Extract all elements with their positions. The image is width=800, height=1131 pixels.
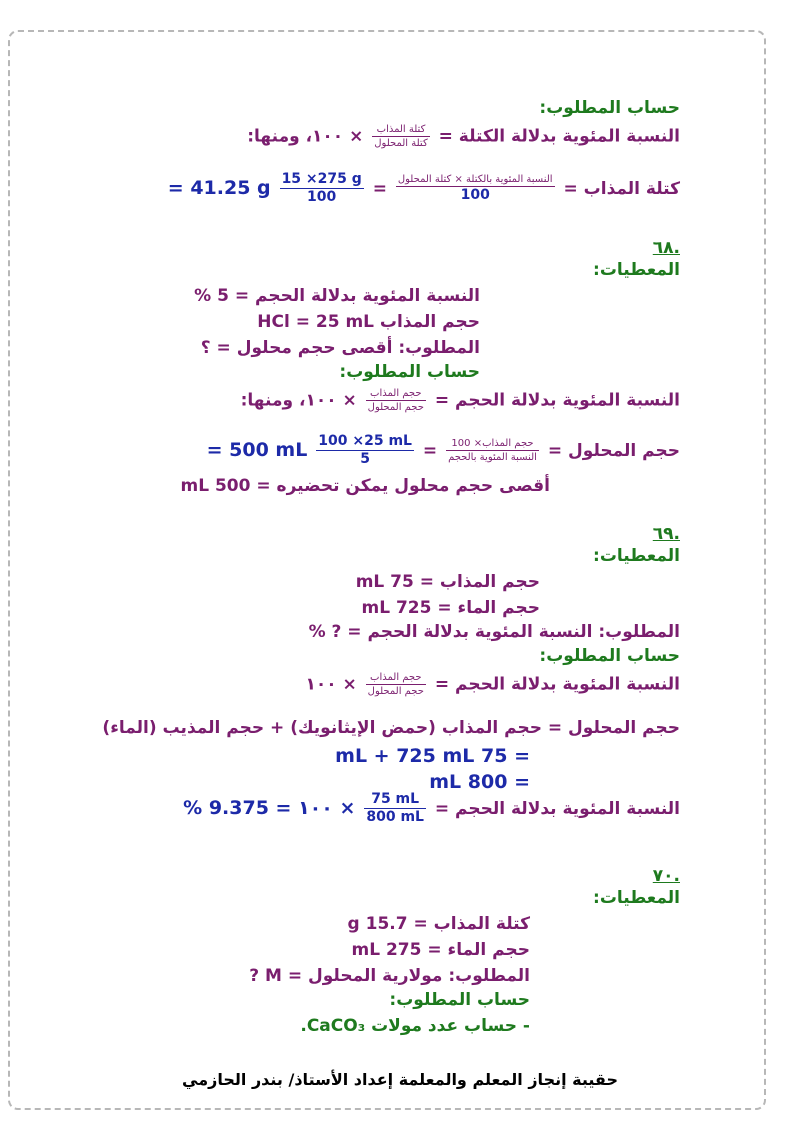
p69-vol-percent-fraction: $\frac{\text{حجم المذاب}}{\text{حجم المحلول}}$ xyxy=(367,672,424,697)
p68-sv-fraction-2: $\frac{100 \times 25 mL}{5}$ xyxy=(318,433,412,468)
p68-given-2: حجم المذاب HCl = 25 mL xyxy=(257,312,480,332)
problem-69-number: .٦٩ xyxy=(652,524,680,544)
p70-step-1: - حساب عدد مولات CaCO₃. xyxy=(300,1016,530,1036)
p68-max-volume: أقصى حجم محلول يمكن تحضيره = 500 mL xyxy=(180,476,550,496)
p70-given-1: كتلة المذاب = 15.7 g xyxy=(347,914,530,934)
solute-mass-formula: كتلة المذاب = $\frac{\text{النسبة المئوية بالكتلة × كتلة المحلول}}{100}$ = $\frac{15 \times 275 g}{100}$ = 41.25 g xyxy=(167,171,680,206)
p70-required: المطلوب: مولارية المحلول = M ? xyxy=(249,966,530,986)
p68-vol-percent-tail: × ١٠٠، ومنها: xyxy=(240,390,357,411)
mass-percent-label: النسبة المئوية بدلالة الكتلة = xyxy=(438,126,680,147)
p68-required: المطلوب: أقصى حجم محلول = ؟ xyxy=(200,338,480,358)
solute-mass-label: كتلة المذاب = xyxy=(563,178,680,199)
p69-given-2: حجم الماء = 725 mL xyxy=(361,598,540,618)
p68-sv-result: = 500 mL xyxy=(206,438,308,461)
p69-sum-line: حجم المحلول = حجم المذاب (حمض الإيثانويك) + حجم المذيب (الماء) xyxy=(102,718,680,738)
p69-sum-value-2: = 800 mL xyxy=(429,771,530,793)
p68-vol-percent-fraction: $\frac{\text{حجم المذاب}}{\text{حجم المحلول}}$ xyxy=(367,388,424,413)
p69-final-tail: × ١٠٠ = 9.375 % xyxy=(183,796,356,819)
p69-final-fraction: $\frac{75 mL}{800 mL}$ xyxy=(366,791,424,826)
p69-vol-percent-label: النسبة المئوية بدلالة الحجم = xyxy=(434,674,680,695)
p68-sv-fraction-1: $\frac{\text{حجم المذاب× 100}}{\text{النسبة المئوية بالحجم}}$ xyxy=(448,438,537,464)
mass-percent-formula xyxy=(247,124,680,149)
p68-vol-percent-label: النسبة المئوية بدلالة الحجم = xyxy=(434,390,680,411)
solute-mass-fraction-2: $\frac{15 \times 275 g}{100}$ xyxy=(281,171,362,206)
p69-calc-heading: حساب المطلوب: xyxy=(539,646,680,666)
p69-vol-percent-tail: × ١٠٠ xyxy=(305,674,357,695)
p68-solution-volume-formula: حجم المحلول = $\frac{\text{حجم المذاب× 100}}{\text{النسبة المئوية بالحجم}}$ = $\frac{100 \times 25 mL}{5}$ = 500 mL xyxy=(206,433,680,468)
p68-calc-heading: حساب المطلوب: xyxy=(339,362,480,382)
p69-givens-heading: المعطيات: xyxy=(593,546,680,566)
p69-required: المطلوب: النسبة المئوية بدلالة الحجم = ? % xyxy=(308,622,680,642)
p68-vol-percent-formula xyxy=(241,388,680,413)
page-footer: حقيبة إنجاز المعلم والمعلمة إعداد الأستاذ/ بندر الحازمي xyxy=(182,1070,618,1089)
p70-givens-heading: المعطيات: xyxy=(593,888,680,908)
mass-percent-tail: × ١٠٠، ومنها: xyxy=(247,126,364,147)
p68-givens-heading: المعطيات: xyxy=(593,260,680,280)
p68-solution-volume-label: حجم المحلول = xyxy=(547,440,680,461)
p69-sum-value-1: = 75 mL + 725 mL xyxy=(335,745,530,767)
solute-mass-result: = 41.25 g xyxy=(167,176,271,199)
p70-calc-heading: حساب المطلوب: xyxy=(389,990,530,1010)
p69-final-formula xyxy=(183,792,680,826)
p69-final-label: النسبة المئوية بدلالة الحجم = xyxy=(434,798,680,819)
p68-given-1: النسبة المئوية بدلالة الحجم = 5 % xyxy=(194,286,480,306)
p69-given-1: حجم المذاب = 75 mL xyxy=(355,572,540,592)
p70-given-2: حجم الماء = 275 mL xyxy=(351,940,530,960)
solute-mass-fraction-1: $\frac{\text{النسبة المئوية بالكتلة × كتلة المحلول}}{100}$ xyxy=(397,174,553,204)
intro-heading: حساب المطلوب: xyxy=(539,98,680,118)
problem-70-number: .٧٠ xyxy=(652,866,680,886)
problem-68-number: .٦٨ xyxy=(652,238,680,258)
p69-vol-percent-formula xyxy=(305,672,680,697)
mass-percent-fraction: $\frac{\text{كتلة المذاب}}{\text{كتلة المحلول}}$ xyxy=(374,124,428,149)
